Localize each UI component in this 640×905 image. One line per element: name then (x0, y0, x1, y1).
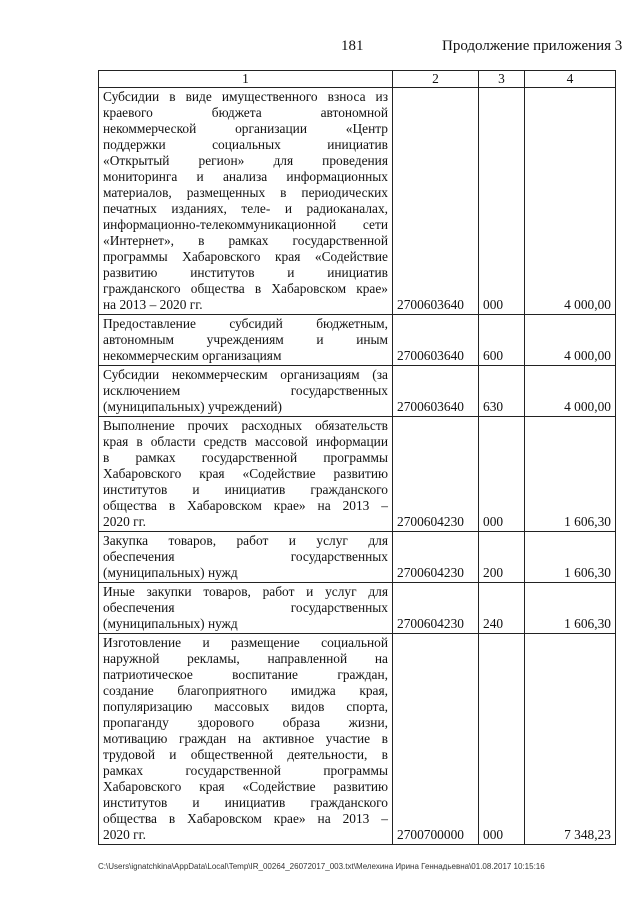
row-name-line: Хабаровского края «Содействие развитию (103, 779, 388, 794)
row-type-cell: 000 (479, 417, 525, 532)
table-row (99, 315, 616, 366)
row-amount-cell: 7 348,23 (525, 634, 616, 845)
row-amount-cell: 4 000,00 (525, 366, 616, 417)
row-name-line: рамках государственной программы (103, 763, 388, 778)
row-type-cell: 000 (479, 634, 525, 845)
row-name-line: Предоставление субсидий бюджетным, (103, 316, 388, 331)
row-name-line: 2020 гг. (103, 514, 146, 529)
row-name-line: краевого бюджета автономной (103, 105, 388, 120)
row-code-cell: 2700603640 (393, 88, 479, 315)
column-header-1: 1 (99, 71, 393, 88)
table-row (99, 88, 616, 315)
row-name-line: края в области средств массовой информации (103, 434, 388, 449)
row-name-line: Хабаровского края «Содействие развитию (103, 466, 388, 481)
row-type-cell: 600 (479, 315, 525, 366)
row-amount-cell: 1 606,30 (525, 417, 616, 532)
row-code-cell: 2700604230 (393, 417, 479, 532)
row-name-line: создание благоприятного имиджа края, (103, 683, 388, 698)
row-name-line: развитию институтов и инициатив (103, 265, 388, 280)
row-name-line: (муниципальных) нужд (103, 616, 238, 631)
row-name-line: материалов, размещенных в периодических (103, 185, 388, 200)
row-name-line: институтов и инициатив гражданского (103, 482, 388, 497)
row-code-cell: 2700604230 (393, 532, 479, 583)
file-path-footer: C:\Users\ignatchkina\AppData\Local\Temp\IR_00264_26072017_003.txt\Мелехина Ирина Геннадьевна\01.08.2017 10:15:16 (98, 862, 545, 871)
row-name-line: информационно-телекоммуникационной сети (103, 217, 388, 232)
column-header-2: 2 (393, 71, 479, 88)
row-name-line: мотивацию граждан на активное участие в (103, 731, 388, 746)
row-type-cell: 240 (479, 583, 525, 634)
row-name-line: Изготовление и размещение социальной (103, 635, 388, 650)
row-name-line: общества в Хабаровском крае» на 2013 – (103, 498, 388, 513)
row-name-line: Закупка товаров, работ и услуг для (103, 533, 388, 548)
row-name-line: (муниципальных) учреждений) (103, 399, 283, 414)
table-row (99, 532, 616, 583)
row-name-line: обеспечения государственных (103, 600, 388, 615)
row-name-line: обеспечения государственных (103, 549, 388, 564)
table-row (99, 417, 616, 532)
row-name-line: автономным учреждениям и иным (103, 332, 388, 347)
row-name-line: печатных изданиях, теле- и радиоканалах, (103, 201, 388, 216)
row-name-line: (муниципальных) нужд (103, 565, 238, 580)
row-name-line: Субсидии в виде имущественного взноса из (103, 89, 388, 104)
row-code-cell: 2700603640 (393, 366, 479, 417)
row-name-line: трудовой и общественной деятельности, в (103, 747, 388, 762)
row-name-line: институтов и инициатив гражданского (103, 795, 388, 810)
row-amount-cell: 4 000,00 (525, 88, 616, 315)
row-name-line: на 2013 – 2020 гг. (103, 297, 203, 312)
column-header-3: 3 (479, 71, 525, 88)
table-row (99, 583, 616, 634)
row-type-cell: 000 (479, 88, 525, 315)
budget-table (98, 70, 616, 845)
row-name-cell (99, 88, 393, 315)
row-name-line: патриотическое воспитание граждан, (103, 667, 388, 682)
table-row (99, 634, 616, 845)
row-name-line: некоммерческой организации «Центр (103, 121, 388, 136)
row-name-line: «Интернет», в рамках государственной (103, 233, 388, 248)
continuation-title: Продолжение приложения 3 (442, 38, 623, 54)
row-name-line: пропаганду здорового образа жизни, (103, 715, 388, 730)
row-name-cell (99, 634, 393, 845)
row-amount-cell: 1 606,30 (525, 532, 616, 583)
row-name-line: мониторинга и анализа информационных (103, 169, 388, 184)
row-name-line: Выполнение прочих расходных обязательств (103, 418, 388, 433)
row-name-line: некоммерческим организациям (103, 348, 282, 363)
row-name-line: в рамках государственной программы (103, 450, 388, 465)
row-name-line: исключением государственных (103, 383, 388, 398)
row-name-cell (99, 532, 393, 583)
row-name-line: наружной рекламы, направленной на (103, 651, 388, 666)
row-code-cell: 2700603640 (393, 315, 479, 366)
row-name-cell (99, 417, 393, 532)
row-name-cell (99, 315, 393, 366)
table-header-row (99, 71, 616, 88)
column-header-4: 4 (525, 71, 616, 88)
table-row (99, 366, 616, 417)
row-name-line: Субсидии некоммерческим организациям (за (103, 367, 388, 382)
row-amount-cell: 1 606,30 (525, 583, 616, 634)
row-code-cell: 2700604230 (393, 583, 479, 634)
row-type-cell: 200 (479, 532, 525, 583)
row-name-line: Иные закупки товаров, работ и услуг для (103, 584, 388, 599)
row-name-line: популяризацию массовых видов спорта, (103, 699, 388, 714)
page-number: 181 (341, 38, 364, 54)
row-name-line: 2020 гг. (103, 827, 146, 842)
row-name-line: поддержки социальных инициатив (103, 137, 388, 152)
row-name-cell (99, 583, 393, 634)
row-code-cell: 2700700000 (393, 634, 479, 845)
row-name-line: «Открытый регион» для проведения (103, 153, 388, 168)
row-name-cell (99, 366, 393, 417)
row-name-line: гражданского общества в Хабаровском крае» (103, 281, 388, 296)
row-type-cell: 630 (479, 366, 525, 417)
row-name-line: общества в Хабаровском крае» на 2013 – (103, 811, 388, 826)
row-amount-cell: 4 000,00 (525, 315, 616, 366)
row-name-line: программы Хабаровского края «Содействие (103, 249, 388, 264)
